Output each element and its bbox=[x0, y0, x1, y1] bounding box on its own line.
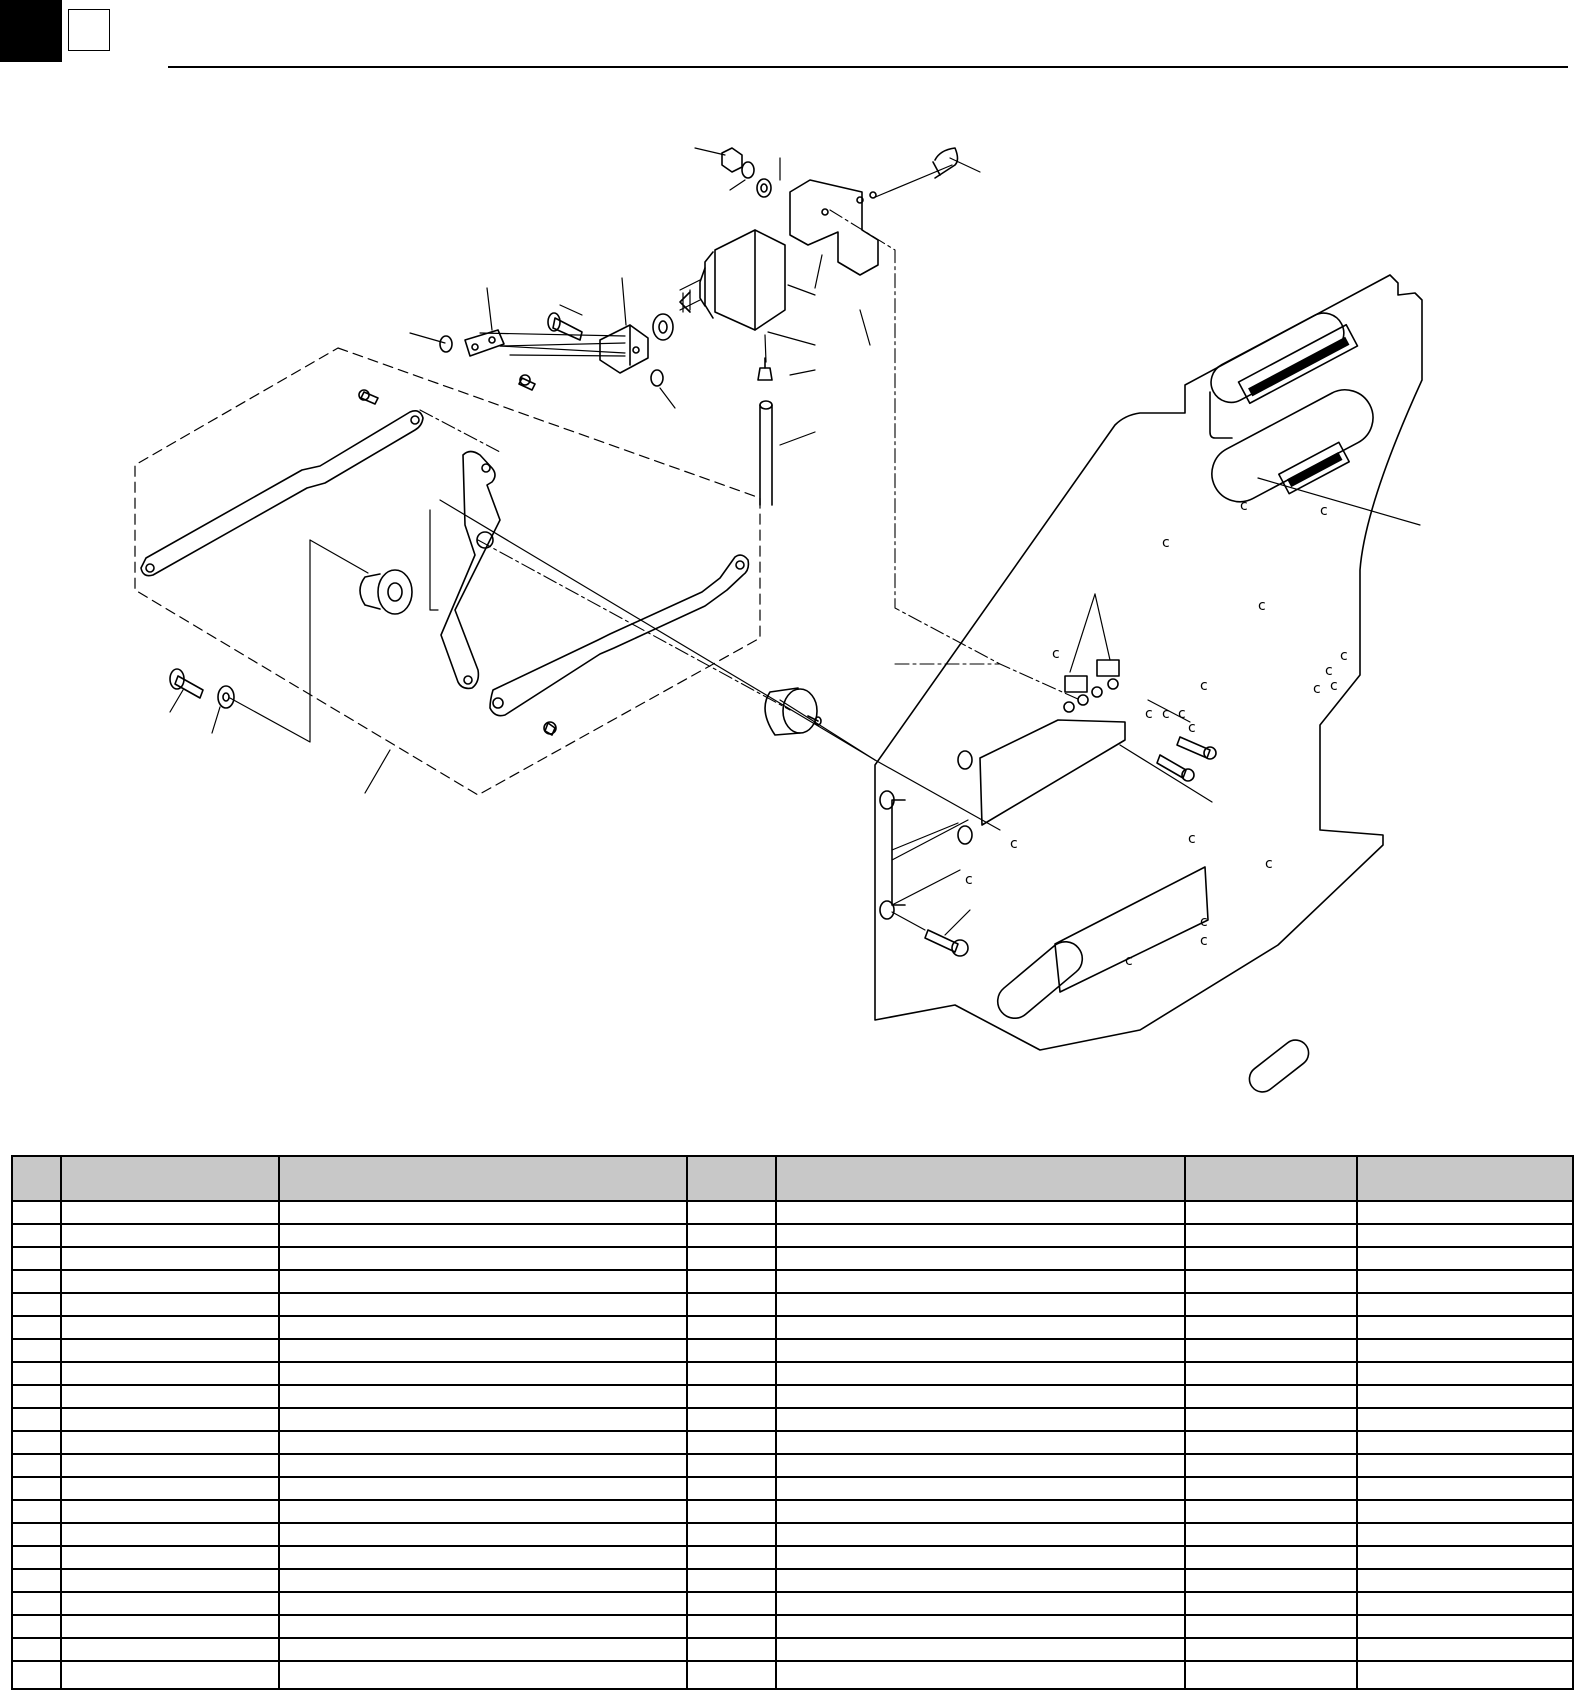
table-row bbox=[12, 1523, 1573, 1546]
table-cell bbox=[1357, 1500, 1573, 1523]
table-cell bbox=[12, 1316, 61, 1339]
table-cell bbox=[12, 1500, 61, 1523]
roller-upper bbox=[360, 570, 412, 614]
table-cell bbox=[1185, 1201, 1356, 1224]
table-cell bbox=[12, 1454, 61, 1477]
table-row bbox=[12, 1270, 1573, 1293]
table-cell bbox=[1357, 1316, 1573, 1339]
table-cell bbox=[1185, 1523, 1356, 1546]
table-cell bbox=[279, 1569, 687, 1592]
table-cell bbox=[776, 1293, 1186, 1316]
table-cell bbox=[61, 1339, 279, 1362]
section-tab-black bbox=[0, 0, 62, 62]
table-cell bbox=[687, 1339, 776, 1362]
table-cell bbox=[12, 1201, 61, 1224]
table-cell bbox=[1185, 1362, 1356, 1385]
table-cell bbox=[279, 1362, 687, 1385]
table-body bbox=[12, 1201, 1573, 1689]
table-cell bbox=[776, 1247, 1186, 1270]
table-cell bbox=[776, 1477, 1186, 1500]
table-cell bbox=[61, 1454, 279, 1477]
svg-text:c: c bbox=[1200, 933, 1208, 949]
table-cell bbox=[687, 1546, 776, 1569]
table-cell bbox=[776, 1316, 1186, 1339]
table-cell bbox=[1357, 1569, 1573, 1592]
table-cell bbox=[1185, 1316, 1356, 1339]
table-cell bbox=[1357, 1638, 1573, 1661]
svg-text:c: c bbox=[1258, 598, 1266, 614]
table-cell bbox=[12, 1661, 61, 1689]
table-cell bbox=[12, 1546, 61, 1569]
table-cell bbox=[12, 1431, 61, 1454]
table-cell bbox=[279, 1615, 687, 1638]
table-cell bbox=[12, 1569, 61, 1592]
table-cell bbox=[776, 1523, 1186, 1546]
table-cell bbox=[12, 1362, 61, 1385]
table-cell bbox=[1185, 1661, 1356, 1689]
table-cell bbox=[61, 1201, 279, 1224]
table-cell bbox=[1185, 1546, 1356, 1569]
table-cell bbox=[776, 1224, 1186, 1247]
table-cell bbox=[61, 1385, 279, 1408]
table-row bbox=[12, 1615, 1573, 1638]
table-cell bbox=[1357, 1362, 1573, 1385]
table-cell bbox=[1185, 1431, 1356, 1454]
table-cell bbox=[1357, 1477, 1573, 1500]
table-cell bbox=[1357, 1201, 1573, 1224]
table-cell bbox=[1357, 1293, 1573, 1316]
solenoid bbox=[653, 230, 785, 340]
table-cell bbox=[12, 1638, 61, 1661]
table-row bbox=[12, 1224, 1573, 1247]
table-cell bbox=[687, 1293, 776, 1316]
table-cell bbox=[279, 1500, 687, 1523]
table-cell bbox=[12, 1408, 61, 1431]
table-cell bbox=[1357, 1592, 1573, 1615]
leader-lines bbox=[170, 148, 1420, 935]
table-row bbox=[12, 1247, 1573, 1270]
table-cell bbox=[279, 1592, 687, 1615]
table-cell bbox=[1185, 1293, 1356, 1316]
table-cell bbox=[1357, 1339, 1573, 1362]
table-cell bbox=[61, 1546, 279, 1569]
svg-text:c: c bbox=[1320, 503, 1328, 519]
table-cell bbox=[1185, 1569, 1356, 1592]
table-cell bbox=[61, 1615, 279, 1638]
table-row bbox=[12, 1477, 1573, 1500]
table-cell bbox=[687, 1270, 776, 1293]
long-link-arm-upper bbox=[141, 411, 423, 576]
svg-text:c: c bbox=[1052, 646, 1060, 662]
table-cell bbox=[279, 1546, 687, 1569]
table-cell bbox=[776, 1362, 1186, 1385]
table-cell bbox=[61, 1592, 279, 1615]
table-cell bbox=[1185, 1500, 1356, 1523]
table-cell bbox=[1357, 1523, 1573, 1546]
table-cell bbox=[61, 1270, 279, 1293]
section-tab-box bbox=[68, 9, 110, 51]
table-cell bbox=[776, 1638, 1186, 1661]
table-row bbox=[12, 1408, 1573, 1431]
header-rule bbox=[168, 66, 1568, 68]
table-cell bbox=[279, 1316, 687, 1339]
table-cell bbox=[687, 1638, 776, 1661]
table-row bbox=[12, 1339, 1573, 1362]
table-cell bbox=[61, 1661, 279, 1689]
svg-text:c: c bbox=[1188, 720, 1196, 736]
table-row bbox=[12, 1592, 1573, 1615]
table-cell bbox=[61, 1224, 279, 1247]
svg-text:c: c bbox=[1145, 706, 1153, 722]
table-cell bbox=[776, 1270, 1186, 1293]
bell-crank bbox=[441, 452, 500, 689]
table-row bbox=[12, 1201, 1573, 1224]
table-cell bbox=[61, 1362, 279, 1385]
svg-text:c: c bbox=[1325, 663, 1333, 679]
table-cell bbox=[776, 1454, 1186, 1477]
table-cell bbox=[61, 1569, 279, 1592]
header-cell bbox=[61, 1156, 279, 1201]
table-row bbox=[12, 1638, 1573, 1661]
table-cell bbox=[61, 1293, 279, 1316]
header-cell bbox=[279, 1156, 687, 1201]
table-cell bbox=[687, 1362, 776, 1385]
table-cell bbox=[279, 1454, 687, 1477]
svg-text:c: c bbox=[1313, 681, 1321, 697]
table-cell bbox=[1357, 1270, 1573, 1293]
table-cell bbox=[279, 1477, 687, 1500]
table-cell bbox=[61, 1316, 279, 1339]
table-cell bbox=[61, 1408, 279, 1431]
table-cell bbox=[12, 1293, 61, 1316]
svg-text:c: c bbox=[1330, 678, 1338, 694]
header-cell bbox=[1185, 1156, 1356, 1201]
header-cell bbox=[687, 1156, 776, 1201]
table-cell bbox=[687, 1661, 776, 1689]
table-cell bbox=[1357, 1431, 1573, 1454]
table-row bbox=[12, 1546, 1573, 1569]
table-cell bbox=[776, 1408, 1186, 1431]
table-cell bbox=[279, 1638, 687, 1661]
assembly-lines bbox=[230, 500, 1000, 930]
header-cell bbox=[1357, 1156, 1573, 1201]
table-cell bbox=[12, 1615, 61, 1638]
table-cell bbox=[279, 1339, 687, 1362]
table-cell bbox=[1185, 1592, 1356, 1615]
table-cell bbox=[776, 1569, 1186, 1592]
table-cell bbox=[1185, 1615, 1356, 1638]
table-cell bbox=[776, 1201, 1186, 1224]
table-cell bbox=[279, 1661, 687, 1689]
table-row bbox=[12, 1362, 1573, 1385]
table-cell bbox=[12, 1270, 61, 1293]
table-cell bbox=[687, 1569, 776, 1592]
table-cell bbox=[279, 1270, 687, 1293]
table-cell bbox=[12, 1523, 61, 1546]
svg-text:c: c bbox=[1125, 953, 1133, 969]
parts-list-table bbox=[11, 1155, 1574, 1690]
svg-text:c: c bbox=[1162, 535, 1170, 551]
table-cell bbox=[279, 1523, 687, 1546]
table-cell bbox=[1185, 1247, 1356, 1270]
svg-text:c: c bbox=[1340, 648, 1348, 664]
table-row bbox=[12, 1569, 1573, 1592]
table-cell bbox=[687, 1385, 776, 1408]
bracket bbox=[790, 180, 878, 275]
solenoid-clevis bbox=[600, 325, 648, 373]
table-cell bbox=[279, 1293, 687, 1316]
table-cell bbox=[1357, 1454, 1573, 1477]
svg-text:c: c bbox=[1010, 836, 1018, 852]
screws-and-fasteners bbox=[170, 148, 1216, 956]
table-cell bbox=[687, 1201, 776, 1224]
table-row bbox=[12, 1661, 1573, 1689]
table-cell bbox=[687, 1247, 776, 1270]
table-cell bbox=[61, 1638, 279, 1661]
svg-text:c: c bbox=[1265, 856, 1273, 872]
side-frame-plate bbox=[875, 275, 1422, 1097]
long-link-arm-lower bbox=[490, 555, 748, 716]
table-cell bbox=[61, 1431, 279, 1454]
svg-text:c: c bbox=[1178, 706, 1186, 722]
header-cell bbox=[776, 1156, 1186, 1201]
table-cell bbox=[687, 1224, 776, 1247]
table-cell bbox=[776, 1339, 1186, 1362]
table-cell bbox=[776, 1385, 1186, 1408]
table-cell bbox=[776, 1592, 1186, 1615]
table-cell bbox=[12, 1592, 61, 1615]
table-cell bbox=[776, 1615, 1186, 1638]
svg-text:c: c bbox=[1188, 831, 1196, 847]
table-cell bbox=[61, 1500, 279, 1523]
table-cell bbox=[61, 1523, 279, 1546]
table-row bbox=[12, 1454, 1573, 1477]
table-cell bbox=[776, 1431, 1186, 1454]
table-cell bbox=[1185, 1339, 1356, 1362]
table-cell bbox=[1357, 1385, 1573, 1408]
table-cell bbox=[12, 1385, 61, 1408]
link-assembly-outline bbox=[135, 348, 760, 795]
table-cell bbox=[687, 1477, 776, 1500]
table-cell bbox=[61, 1477, 279, 1500]
table-row bbox=[12, 1385, 1573, 1408]
table-cell bbox=[776, 1546, 1186, 1569]
table-cell bbox=[12, 1224, 61, 1247]
table-cell bbox=[1357, 1247, 1573, 1270]
table-cell bbox=[687, 1408, 776, 1431]
table-cell bbox=[687, 1592, 776, 1615]
table-cell bbox=[1185, 1385, 1356, 1408]
table-cell bbox=[279, 1201, 687, 1224]
table-cell bbox=[1357, 1546, 1573, 1569]
table-cell bbox=[12, 1339, 61, 1362]
table-row bbox=[12, 1316, 1573, 1339]
table-cell bbox=[1185, 1638, 1356, 1661]
dash-dot-lines bbox=[420, 210, 1080, 710]
table-row bbox=[12, 1431, 1573, 1454]
table-cell bbox=[687, 1316, 776, 1339]
table-cell bbox=[279, 1247, 687, 1270]
table-cell bbox=[687, 1500, 776, 1523]
svg-text:c: c bbox=[1240, 498, 1248, 514]
table-cell bbox=[61, 1247, 279, 1270]
table-cell bbox=[687, 1615, 776, 1638]
table-cell bbox=[12, 1247, 61, 1270]
table-cell bbox=[1185, 1224, 1356, 1247]
svg-text:c: c bbox=[1200, 914, 1208, 930]
table-cell bbox=[687, 1454, 776, 1477]
table-row bbox=[12, 1500, 1573, 1523]
table-cell bbox=[279, 1224, 687, 1247]
table-cell bbox=[1185, 1270, 1356, 1293]
svg-text:c: c bbox=[1200, 678, 1208, 694]
table-cell bbox=[687, 1523, 776, 1546]
table-header-row bbox=[12, 1156, 1573, 1201]
table-cell bbox=[1185, 1408, 1356, 1431]
table-cell bbox=[1185, 1477, 1356, 1500]
table-cell bbox=[687, 1431, 776, 1454]
svg-text:c: c bbox=[965, 872, 973, 888]
table-cell bbox=[776, 1500, 1186, 1523]
svg-text:c: c bbox=[1162, 706, 1170, 722]
table-cell bbox=[776, 1661, 1186, 1689]
table-cell bbox=[279, 1408, 687, 1431]
table-cell bbox=[1357, 1224, 1573, 1247]
table-cell bbox=[279, 1431, 687, 1454]
table-row bbox=[12, 1293, 1573, 1316]
exploded-parts-diagram bbox=[0, 100, 1576, 1100]
table-cell bbox=[279, 1385, 687, 1408]
table-cell bbox=[1357, 1615, 1573, 1638]
table-cell bbox=[12, 1477, 61, 1500]
table-cell bbox=[1357, 1408, 1573, 1431]
table-cell bbox=[1185, 1454, 1356, 1477]
header-cell bbox=[12, 1156, 61, 1201]
table-cell bbox=[1357, 1661, 1573, 1689]
